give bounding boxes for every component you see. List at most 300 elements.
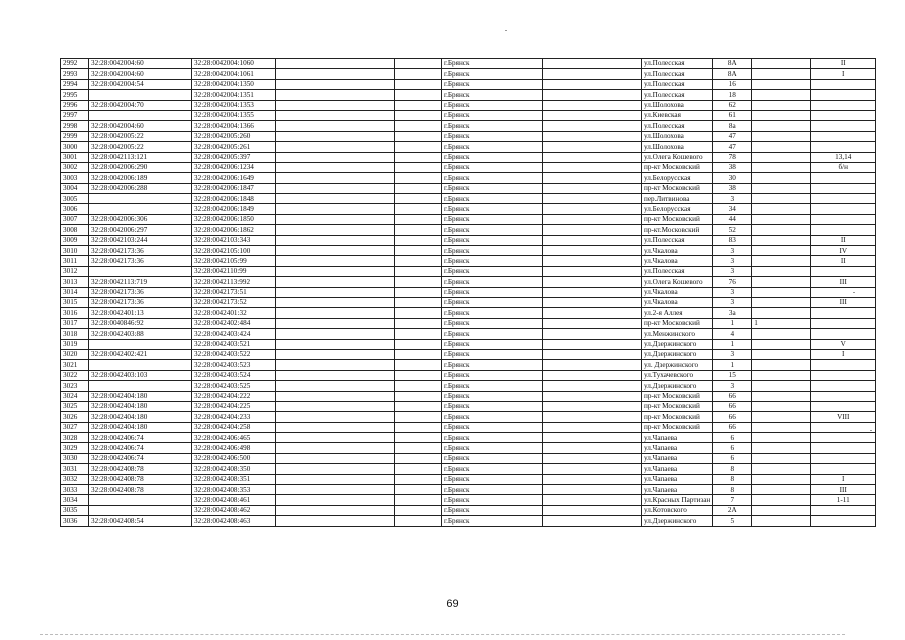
empty-cell: [395, 287, 442, 297]
premises-number: IV: [811, 246, 876, 256]
parcel-number: [89, 110, 192, 120]
premises-number: [811, 505, 876, 515]
city-name: г.Брянск: [442, 339, 543, 349]
building-number: [752, 433, 811, 443]
house-number: 61: [713, 110, 752, 120]
city-name: г.Брянск: [442, 90, 543, 100]
empty-cell: [276, 110, 395, 120]
row-number: 3005: [61, 194, 89, 204]
premises-number: [811, 433, 876, 443]
empty-cell: [395, 100, 442, 110]
street-name: ул.Чкалова: [642, 256, 713, 266]
empty-cell: [543, 516, 642, 526]
table-row: [61, 246, 876, 256]
empty-cell: [276, 204, 395, 214]
empty-cell: [395, 422, 442, 432]
empty-cell: [276, 318, 395, 328]
empty-cell: [543, 339, 642, 349]
empty-cell: [276, 422, 395, 432]
empty-cell: [395, 183, 442, 193]
row-number: 3029: [61, 443, 89, 453]
table-row: [61, 381, 876, 391]
street-name: ул.2-я Аллея: [642, 308, 713, 318]
building-number: [752, 495, 811, 505]
table-row: [61, 401, 876, 411]
city-name: г.Брянск: [442, 110, 543, 120]
city-name: г.Брянск: [442, 391, 543, 401]
empty-cell: [276, 474, 395, 484]
cadastral-number: 32:28:0042103:343: [192, 235, 276, 245]
street-name: ул.Чкалова: [642, 287, 713, 297]
city-name: г.Брянск: [442, 485, 543, 495]
building-number: [752, 110, 811, 120]
empty-cell: [395, 110, 442, 120]
cadastral-number: 32:28:0042004:1366: [192, 121, 276, 131]
building-number: [752, 162, 811, 172]
street-name: ул.Дзержинского: [642, 349, 713, 359]
parcel-number: 32:28:0042173:36: [89, 297, 192, 307]
row-number: 3019: [61, 339, 89, 349]
premises-number: 13,14: [811, 152, 876, 162]
premises-number: [811, 121, 876, 131]
parcel-number: 32:28:0042402:421: [89, 349, 192, 359]
parcel-number: 32:28:0042404:180: [89, 391, 192, 401]
premises-number: [811, 370, 876, 380]
cadastral-number: 32:28:0042113:992: [192, 277, 276, 287]
street-name: ул.Олега Кошевого: [642, 277, 713, 287]
empty-cell: [543, 79, 642, 89]
table-row: [61, 287, 876, 297]
house-number: 3: [713, 287, 752, 297]
empty-cell: [395, 131, 442, 141]
city-name: г.Брянск: [442, 173, 543, 183]
table-row: [61, 453, 876, 463]
empty-cell: [395, 204, 442, 214]
premises-number: I: [811, 474, 876, 484]
empty-cell: [276, 297, 395, 307]
premises-number: [811, 90, 876, 100]
city-name: г.Брянск: [442, 183, 543, 193]
scan-speck: [505, 30, 507, 31]
cadastral-number: 32:28:0042004:1353: [192, 100, 276, 110]
table-row: [61, 266, 876, 276]
street-name: ул.Чапаева: [642, 443, 713, 453]
parcel-number: 32:28:0042006:306: [89, 214, 192, 224]
cadastral-number: 32:28:0042408:463: [192, 516, 276, 526]
table-row: [61, 225, 876, 235]
building-number: [752, 69, 811, 79]
empty-cell: [543, 162, 642, 172]
parcel-number: [89, 505, 192, 515]
house-number: 8а: [713, 121, 752, 131]
street-name: ул.Чкалова: [642, 297, 713, 307]
empty-cell: [276, 79, 395, 89]
row-number: 2997: [61, 110, 89, 120]
street-name: ул.Шолохова: [642, 142, 713, 152]
row-number: 3033: [61, 485, 89, 495]
empty-cell: [543, 381, 642, 391]
premises-number: [811, 329, 876, 339]
cadastral-number: 32:28:0042404:225: [192, 401, 276, 411]
parcel-number: [89, 381, 192, 391]
empty-cell: [543, 370, 642, 380]
empty-cell: [276, 464, 395, 474]
parcel-number: 32:28:0042004:70: [89, 100, 192, 110]
table-row: [61, 412, 876, 422]
empty-cell: [395, 69, 442, 79]
city-name: г.Брянск: [442, 194, 543, 204]
house-number: 62: [713, 100, 752, 110]
building-number: [752, 516, 811, 526]
empty-cell: [276, 121, 395, 131]
parcel-number: [89, 194, 192, 204]
building-number: [752, 256, 811, 266]
empty-cell: [543, 110, 642, 120]
building-number: [752, 173, 811, 183]
empty-cell: [276, 194, 395, 204]
row-number: 2998: [61, 121, 89, 131]
parcel-number: 32:28:0042404:180: [89, 401, 192, 411]
premises-number: [811, 287, 876, 297]
empty-cell: [395, 235, 442, 245]
empty-cell: [276, 214, 395, 224]
empty-cell: [543, 266, 642, 276]
house-number: 18: [713, 90, 752, 100]
street-name: ул.Дзержинского: [642, 516, 713, 526]
building-number: [752, 474, 811, 484]
cadastral-number: 32:28:0042401:32: [192, 308, 276, 318]
house-number: 34: [713, 204, 752, 214]
house-number: 1: [713, 339, 752, 349]
row-number: 2994: [61, 79, 89, 89]
building-number: [752, 453, 811, 463]
table-row: [61, 183, 876, 193]
table-row: [61, 308, 876, 318]
empty-cell: [543, 349, 642, 359]
cadastral-number: 32:28:0042408:353: [192, 485, 276, 495]
street-name: ул.Дзержинского: [642, 339, 713, 349]
building-number: [752, 121, 811, 131]
city-name: г.Брянск: [442, 246, 543, 256]
empty-cell: [395, 433, 442, 443]
house-number: 3: [713, 194, 752, 204]
empty-cell: [276, 443, 395, 453]
premises-number: I: [811, 69, 876, 79]
table-row: [61, 152, 876, 162]
house-number: 8А: [713, 59, 752, 69]
premises-number: б/н: [811, 162, 876, 172]
house-number: 3а: [713, 308, 752, 318]
table-row: [61, 235, 876, 245]
row-number: 3014: [61, 287, 89, 297]
house-number: 66: [713, 401, 752, 411]
premises-number: [811, 360, 876, 370]
table-row: [61, 474, 876, 484]
parcel-number: 32:28:0042005:22: [89, 142, 192, 152]
empty-cell: [395, 516, 442, 526]
premises-number: [811, 443, 876, 453]
empty-cell: [276, 505, 395, 515]
city-name: г.Брянск: [442, 464, 543, 474]
row-number: 3036: [61, 516, 89, 526]
premises-number: VIII: [811, 412, 876, 422]
row-number: 3000: [61, 142, 89, 152]
cadastral-number: 32:28:0042004:1060: [192, 59, 276, 69]
empty-cell: [276, 329, 395, 339]
parcel-number: 32:28:0042006:290: [89, 162, 192, 172]
street-name: ул. Дзержинского: [642, 360, 713, 370]
premises-number: [811, 391, 876, 401]
city-name: г.Брянск: [442, 59, 543, 69]
table-row: [61, 194, 876, 204]
empty-cell: [543, 246, 642, 256]
row-number: 2995: [61, 90, 89, 100]
table-row: [61, 495, 876, 505]
street-name: ул.Красных Партизан: [642, 495, 713, 505]
empty-cell: [395, 59, 442, 69]
table-row: [61, 516, 876, 526]
premises-number: [811, 194, 876, 204]
building-number: [752, 381, 811, 391]
table-row: [61, 297, 876, 307]
parcel-number: 32:28:0042403:88: [89, 329, 192, 339]
house-number: 3: [713, 246, 752, 256]
row-number: 3015: [61, 297, 89, 307]
house-number: 66: [713, 422, 752, 432]
city-name: г.Брянск: [442, 287, 543, 297]
street-name: пр-кт Московский: [642, 214, 713, 224]
cadastral-number: 32:28:0042005:397: [192, 152, 276, 162]
empty-cell: [543, 69, 642, 79]
empty-cell: [395, 391, 442, 401]
premises-number: [811, 110, 876, 120]
cadastral-number: 32:28:0042173:52: [192, 297, 276, 307]
empty-cell: [543, 173, 642, 183]
cadastral-number: 32:28:0042005:260: [192, 131, 276, 141]
parcel-number: 32:28:0042408:78: [89, 485, 192, 495]
cadastral-number: 32:28:0042406:500: [192, 453, 276, 463]
empty-cell: [395, 370, 442, 380]
empty-cell: [395, 162, 442, 172]
scan-speck: [853, 292, 855, 293]
building-number: [752, 401, 811, 411]
parcel-number: 32:28:0042004:54: [89, 79, 192, 89]
empty-cell: [276, 235, 395, 245]
premises-number: [811, 100, 876, 110]
house-number: 44: [713, 214, 752, 224]
street-name: ул.Чапаева: [642, 433, 713, 443]
row-number: 2992: [61, 59, 89, 69]
row-number: 3034: [61, 495, 89, 505]
cadastral-number: 32:28:0042408:462: [192, 505, 276, 515]
cadastral-number: 32:28:0042004:1351: [192, 90, 276, 100]
table-row: [61, 59, 876, 69]
building-number: [752, 59, 811, 69]
empty-cell: [395, 464, 442, 474]
cadastral-number: 32:28:0042004:1350: [192, 79, 276, 89]
row-number: 3004: [61, 183, 89, 193]
building-number: [752, 422, 811, 432]
city-name: г.Брянск: [442, 349, 543, 359]
street-name: пр-кт Московский: [642, 183, 713, 193]
parcel-number: 32:28:0042004:60: [89, 69, 192, 79]
building-number: [752, 412, 811, 422]
city-name: г.Брянск: [442, 79, 543, 89]
empty-cell: [276, 412, 395, 422]
empty-cell: [543, 121, 642, 131]
parcel-number: 32:28:0042173:36: [89, 256, 192, 266]
street-name: ул.Котовского: [642, 505, 713, 515]
building-number: [752, 505, 811, 515]
cadastral-number: 32:28:0042006:1848: [192, 194, 276, 204]
empty-cell: [276, 142, 395, 152]
cadastral-number: 32:28:0042110:99: [192, 266, 276, 276]
empty-cell: [276, 339, 395, 349]
row-number: 3023: [61, 381, 89, 391]
empty-cell: [543, 329, 642, 339]
street-name: ул.Полесская: [642, 59, 713, 69]
empty-cell: [395, 360, 442, 370]
row-number: 3021: [61, 360, 89, 370]
table-row: [61, 142, 876, 152]
cadastral-number: 32:28:0042006:1847: [192, 183, 276, 193]
empty-cell: [395, 225, 442, 235]
table-row: [61, 391, 876, 401]
premises-number: [811, 173, 876, 183]
street-name: ул.Чапаева: [642, 453, 713, 463]
empty-cell: [543, 474, 642, 484]
cadastral-number: 32:28:0042404:233: [192, 412, 276, 422]
building-number: [752, 266, 811, 276]
building-number: [752, 204, 811, 214]
city-name: г.Брянск: [442, 142, 543, 152]
empty-cell: [276, 370, 395, 380]
cadastral-number: 32:28:0042403:424: [192, 329, 276, 339]
house-number: 6: [713, 433, 752, 443]
premises-number: III: [811, 277, 876, 287]
empty-cell: [395, 443, 442, 453]
cadastral-number: 32:28:0042173:51: [192, 287, 276, 297]
street-name: ул.Полесская: [642, 90, 713, 100]
row-number: 3020: [61, 349, 89, 359]
empty-cell: [276, 485, 395, 495]
city-name: г.Брянск: [442, 360, 543, 370]
city-name: г.Брянск: [442, 214, 543, 224]
building-number: [752, 152, 811, 162]
street-name: ул.Чкалова: [642, 246, 713, 256]
premises-number: V: [811, 339, 876, 349]
row-number: 3006: [61, 204, 89, 214]
house-number: 3: [713, 297, 752, 307]
empty-cell: [543, 183, 642, 193]
empty-cell: [543, 194, 642, 204]
house-number: 1: [713, 318, 752, 328]
cadastral-number: 32:28:0042006:1234: [192, 162, 276, 172]
parcel-number: 32:28:0042403:103: [89, 370, 192, 380]
empty-cell: [276, 225, 395, 235]
table-row: [61, 329, 876, 339]
house-number: 47: [713, 131, 752, 141]
empty-cell: [543, 100, 642, 110]
empty-cell: [543, 308, 642, 318]
house-number: 3: [713, 266, 752, 276]
table-row: [61, 339, 876, 349]
empty-cell: [276, 90, 395, 100]
cadastral-number: 32:28:0042006:1649: [192, 173, 276, 183]
city-name: г.Брянск: [442, 329, 543, 339]
cadastral-number: 32:28:0042404:222: [192, 391, 276, 401]
parcel-number: [89, 495, 192, 505]
empty-cell: [276, 173, 395, 183]
scan-speck: [870, 430, 872, 431]
street-name: ул.Белорусская: [642, 173, 713, 183]
cadastral-number: 32:28:0042404:258: [192, 422, 276, 432]
empty-cell: [395, 329, 442, 339]
table-row: [61, 69, 876, 79]
street-name: пр-кт.Московский: [642, 225, 713, 235]
house-number: 6: [713, 453, 752, 463]
parcel-number: 32:28:0042173:36: [89, 287, 192, 297]
parcel-number: 32:28:0042004:60: [89, 121, 192, 131]
premises-number: II: [811, 59, 876, 69]
table-row: [61, 505, 876, 515]
table-row: [61, 79, 876, 89]
row-number: 3009: [61, 235, 89, 245]
empty-cell: [395, 339, 442, 349]
empty-cell: [276, 349, 395, 359]
parcel-number: [89, 90, 192, 100]
city-name: г.Брянск: [442, 297, 543, 307]
empty-cell: [395, 381, 442, 391]
street-name: ул.Полесская: [642, 79, 713, 89]
cadastral-number: 32:28:0042403:522: [192, 349, 276, 359]
street-name: ул.Чапаева: [642, 485, 713, 495]
city-name: г.Брянск: [442, 516, 543, 526]
premises-number: [811, 318, 876, 328]
premises-number: [811, 401, 876, 411]
row-number: 3007: [61, 214, 89, 224]
empty-cell: [276, 360, 395, 370]
parcel-number: 32:28:0042113:719: [89, 277, 192, 287]
house-number: 76: [713, 277, 752, 287]
building-number: [752, 214, 811, 224]
empty-cell: [276, 162, 395, 172]
city-name: г.Брянск: [442, 433, 543, 443]
row-number: 3024: [61, 391, 89, 401]
table-row: [61, 90, 876, 100]
house-number: 66: [713, 412, 752, 422]
row-number: 3003: [61, 173, 89, 183]
empty-cell: [395, 474, 442, 484]
house-number: 3: [713, 381, 752, 391]
table-row: [61, 110, 876, 120]
cadastral-number: 32:28:0042403:525: [192, 381, 276, 391]
city-name: г.Брянск: [442, 453, 543, 463]
row-number: 3002: [61, 162, 89, 172]
house-number: 52: [713, 225, 752, 235]
street-name: ул.Олега Кошевого: [642, 152, 713, 162]
table-row: [61, 131, 876, 141]
empty-cell: [543, 412, 642, 422]
empty-cell: [276, 183, 395, 193]
building-number: [752, 349, 811, 359]
row-number: 3017: [61, 318, 89, 328]
city-name: г.Брянск: [442, 100, 543, 110]
parcel-number: 32:28:0042173:36: [89, 246, 192, 256]
empty-cell: [543, 235, 642, 245]
table-row: [61, 422, 876, 432]
cadastral-number: 32:28:0042403:524: [192, 370, 276, 380]
